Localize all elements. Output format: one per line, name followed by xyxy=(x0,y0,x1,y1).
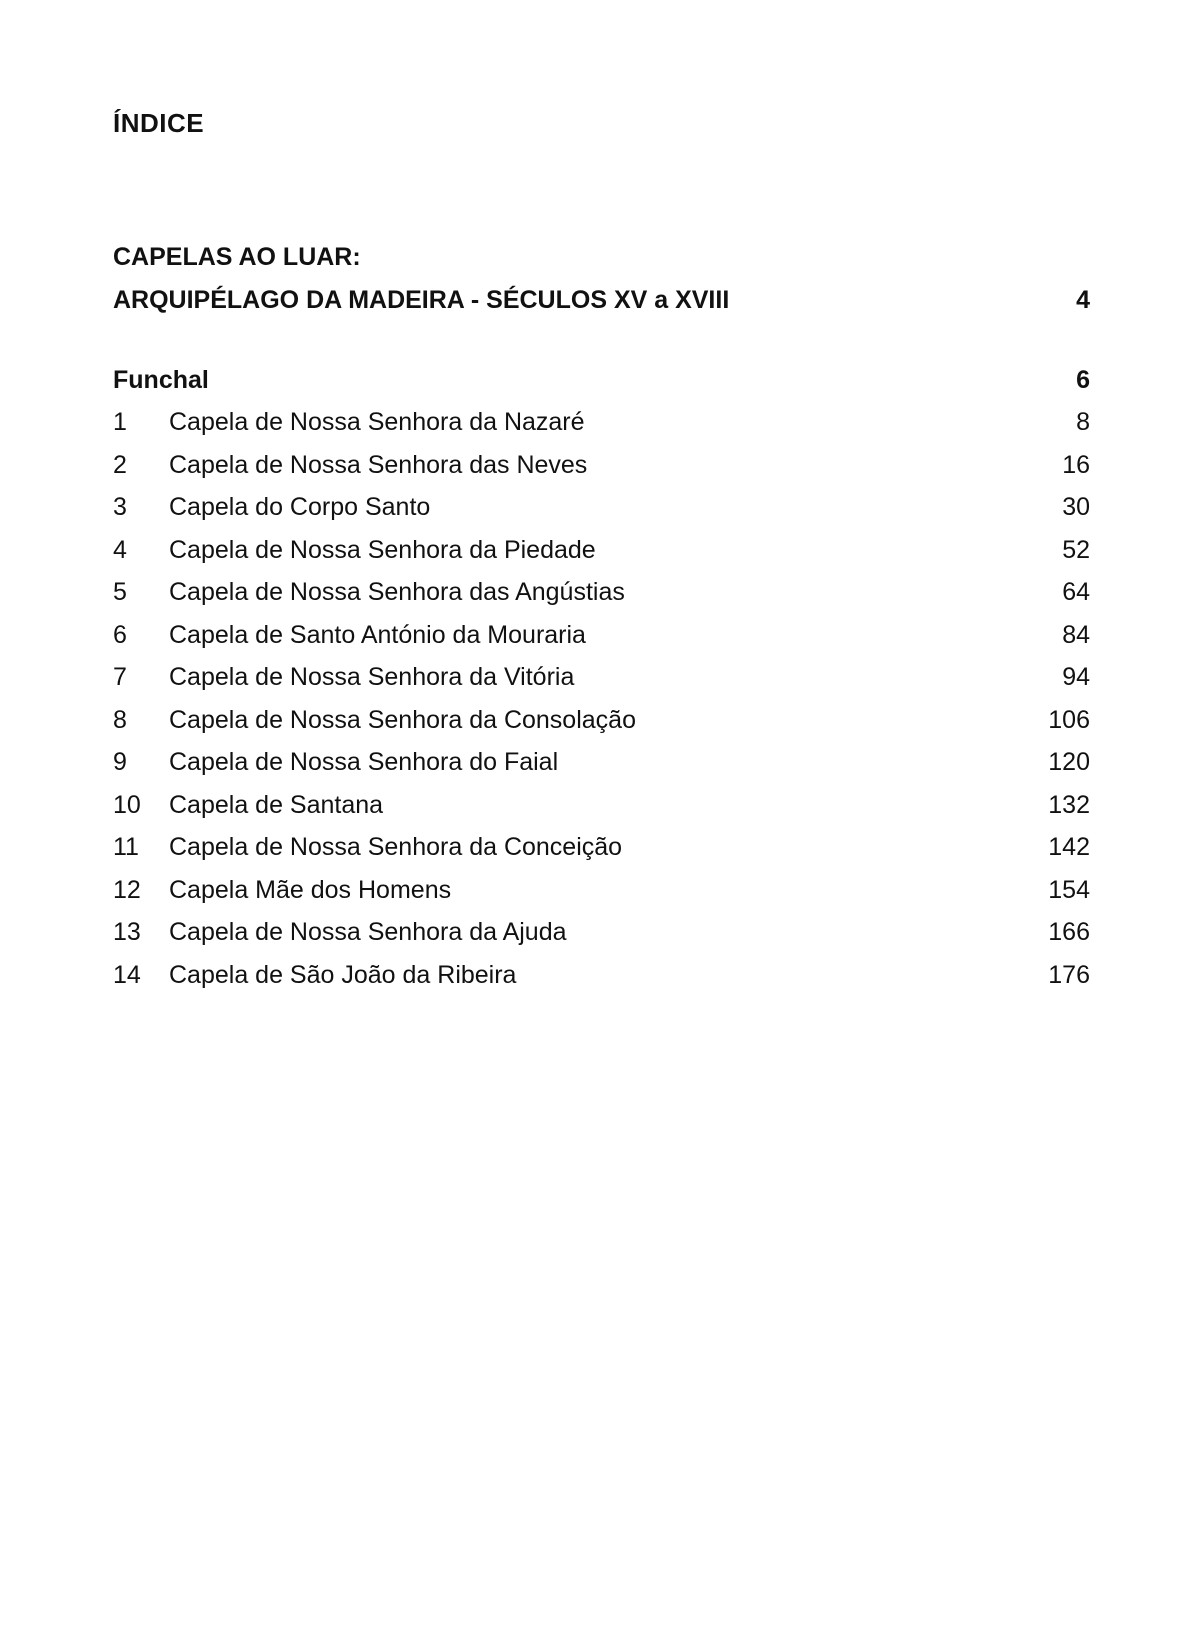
entry-page-number: 142 xyxy=(1048,833,1090,861)
entry-page-number: 132 xyxy=(1048,790,1090,819)
book-title-block xyxy=(113,236,1090,322)
book-title-line-2 xyxy=(113,279,1090,322)
book-page-number: 4 xyxy=(1076,286,1090,314)
entry-number: 10 xyxy=(113,790,141,819)
entry-title: Capela de Nossa Senhora da Piedade xyxy=(169,535,596,564)
toc-entry xyxy=(113,401,1090,444)
entry-number: 7 xyxy=(113,663,127,691)
toc-entry xyxy=(113,656,1090,699)
toc-entry xyxy=(113,826,1090,869)
entry-page-number: 16 xyxy=(1062,450,1090,479)
toc-section-funchal xyxy=(113,359,1090,996)
entry-title: Capela de Nossa Senhora do Faial xyxy=(169,748,559,776)
entry-number: 3 xyxy=(113,493,127,521)
entry-number: 5 xyxy=(113,578,127,606)
toc-entry xyxy=(113,529,1090,572)
entry-title: Capela de Nossa Senhora da Conceição xyxy=(169,833,623,861)
entry-number: 12 xyxy=(113,875,141,904)
toc-entry xyxy=(113,614,1090,657)
toc-entry xyxy=(113,486,1090,529)
toc-entry xyxy=(113,444,1090,487)
entry-title: Capela de São João da Ribeira xyxy=(169,960,517,989)
entry-number: 4 xyxy=(113,535,127,564)
entry-title: Capela de Santana xyxy=(169,790,384,819)
entry-number: 11 xyxy=(113,833,139,861)
entry-number: 14 xyxy=(113,960,141,989)
entry-title: Capela de Nossa Senhora das Angústias xyxy=(169,578,625,606)
entry-title: Capela de Nossa Senhora das Neves xyxy=(169,450,588,479)
entry-title: Capela de Nossa Senhora da Nazaré xyxy=(169,408,585,436)
book-title-line-1: CAPELAS AO LUAR: xyxy=(113,243,361,271)
entry-title: Capela de Nossa Senhora da Consolação xyxy=(169,705,636,734)
index-heading: ÍNDICE xyxy=(113,108,205,138)
toc-entry xyxy=(113,699,1090,742)
entry-number: 2 xyxy=(113,450,127,479)
toc-entry xyxy=(113,911,1090,954)
section-header xyxy=(113,359,1090,401)
entry-number: 6 xyxy=(113,620,127,649)
entry-number: 13 xyxy=(113,918,141,946)
entry-page-number: 8 xyxy=(1076,408,1090,436)
entry-number: 1 xyxy=(113,408,127,436)
entry-page-number: 176 xyxy=(1048,960,1090,989)
entry-page-number: 106 xyxy=(1048,705,1090,734)
section-name: Funchal xyxy=(113,366,209,394)
entry-page-number: 154 xyxy=(1048,875,1090,904)
entry-title: Capela do Corpo Santo xyxy=(169,493,431,521)
toc-entry xyxy=(113,741,1090,784)
toc-entry xyxy=(113,784,1090,827)
toc-entry xyxy=(113,954,1090,997)
entry-title: Capela de Santo António da Mouraria xyxy=(169,620,586,649)
toc-entry xyxy=(113,869,1090,912)
toc-entry-list xyxy=(113,401,1090,996)
entry-page-number: 52 xyxy=(1062,535,1090,564)
entry-title: Capela de Nossa Senhora da Ajuda xyxy=(169,918,567,946)
entry-page-number: 120 xyxy=(1048,748,1090,776)
section-page-number: 6 xyxy=(1076,366,1090,394)
entry-page-number: 166 xyxy=(1048,918,1090,946)
entry-page-number: 64 xyxy=(1062,578,1090,606)
toc-entry xyxy=(113,571,1090,614)
entry-number: 8 xyxy=(113,705,127,734)
book-subtitle: ARQUIPÉLAGO DA MADEIRA - SÉCULOS XV a XVIII xyxy=(113,286,730,314)
entry-page-number: 84 xyxy=(1062,620,1090,649)
entry-page-number: 30 xyxy=(1062,493,1090,521)
entry-title: Capela de Nossa Senhora da Vitória xyxy=(169,663,575,691)
entry-number: 9 xyxy=(113,748,127,776)
entry-title: Capela Mãe dos Homens xyxy=(169,875,452,904)
entry-page-number: 94 xyxy=(1062,663,1090,691)
